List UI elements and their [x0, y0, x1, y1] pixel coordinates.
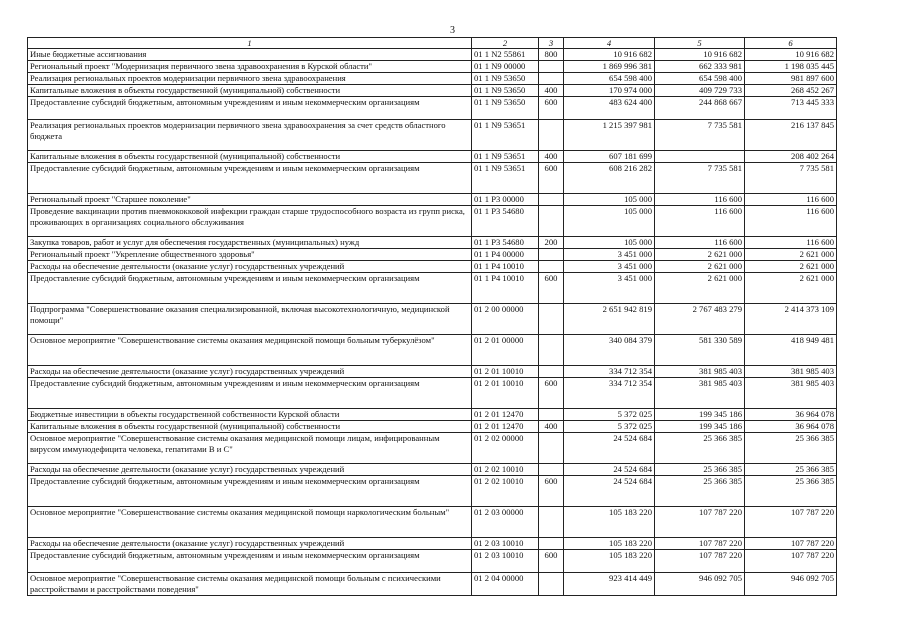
row-value-3-cell: 1 198 035 445 — [745, 61, 837, 73]
row-name-cell: Предоставление субсидий бюджетным, автономным учреждениям и иным некоммерческим организациям — [28, 378, 472, 409]
row-value-1-cell: 10 916 682 — [564, 49, 655, 61]
row-vr-cell — [539, 366, 564, 378]
row-value-3-cell: 2 414 373 109 — [745, 304, 837, 335]
row-code-cell: 01 2 02 10010 — [472, 476, 539, 507]
row-name-cell: Капитальные вложения в объекты государственной (муниципальной) собственности — [28, 151, 472, 163]
row-value-1-cell: 5 372 025 — [564, 409, 655, 421]
table-row — [28, 163, 837, 194]
column-header-1: 1 — [28, 38, 472, 49]
row-value-3-cell: 10 916 682 — [745, 49, 837, 61]
table-row — [28, 85, 837, 97]
row-value-3-cell: 116 600 — [745, 237, 837, 249]
table-row — [28, 378, 837, 409]
row-value-2-cell: 199 345 186 — [655, 409, 745, 421]
row-code-cell: 01 2 03 10010 — [472, 538, 539, 550]
row-name-cell: Основное мероприятие "Совершенствование системы оказания медицинской помощи лицам, инфицированным вирусом иммунодефицита человека, гепатитами В и С" — [28, 433, 472, 464]
row-value-3-cell: 381 985 403 — [745, 378, 837, 409]
row-vr-cell: 800 — [539, 49, 564, 61]
row-value-2-cell: 2 767 483 279 — [655, 304, 745, 335]
row-vr-cell — [539, 409, 564, 421]
row-code-cell: 01 1 P3 00000 — [472, 194, 539, 206]
row-value-1-cell: 3 451 000 — [564, 249, 655, 261]
row-name-cell: Закупка товаров, работ и услуг для обеспечения государственных (муниципальных) нужд — [28, 237, 472, 249]
row-value-3-cell: 25 366 385 — [745, 476, 837, 507]
row-value-1-cell: 2 651 942 819 — [564, 304, 655, 335]
row-value-1-cell: 24 524 684 — [564, 464, 655, 476]
row-value-1-cell: 483 624 400 — [564, 97, 655, 120]
row-code-cell: 01 1 P4 00000 — [472, 249, 539, 261]
table-row — [28, 120, 837, 151]
row-value-3-cell: 216 137 845 — [745, 120, 837, 151]
row-value-1-cell: 105 183 220 — [564, 550, 655, 573]
table-row — [28, 476, 837, 507]
row-value-2-cell — [655, 151, 745, 163]
row-code-cell: 01 1 P4 10010 — [472, 261, 539, 273]
row-code-cell: 01 1 N2 55861 — [472, 49, 539, 61]
table-row — [28, 237, 837, 249]
row-vr-cell: 600 — [539, 550, 564, 573]
row-code-cell: 01 2 03 10010 — [472, 550, 539, 573]
row-vr-cell — [539, 261, 564, 273]
row-name-cell: Реализация региональных проектов модернизации первичного звена здравоохранения за счет средств областного бюджета — [28, 120, 472, 151]
row-value-2-cell: 381 985 403 — [655, 366, 745, 378]
row-vr-cell — [539, 120, 564, 151]
row-value-2-cell: 107 787 220 — [655, 550, 745, 573]
row-value-2-cell: 381 985 403 — [655, 378, 745, 409]
row-value-2-cell: 2 621 000 — [655, 249, 745, 261]
row-value-1-cell: 334 712 354 — [564, 378, 655, 409]
row-value-2-cell: 662 333 981 — [655, 61, 745, 73]
row-value-3-cell: 25 366 385 — [745, 433, 837, 464]
table-row — [28, 538, 837, 550]
row-value-2-cell: 116 600 — [655, 237, 745, 249]
column-header-5: 5 — [655, 38, 745, 49]
row-name-cell: Предоставление субсидий бюджетным, автономным учреждениям и иным некоммерческим организациям — [28, 273, 472, 304]
row-value-2-cell: 25 366 385 — [655, 464, 745, 476]
row-name-cell: Основное мероприятие "Совершенствование системы оказания медицинской помощи наркологическим больным" — [28, 507, 472, 538]
row-vr-cell — [539, 507, 564, 538]
row-vr-cell — [539, 464, 564, 476]
table-row — [28, 73, 837, 85]
row-code-cell: 01 2 03 00000 — [472, 507, 539, 538]
row-value-3-cell: 107 787 220 — [745, 507, 837, 538]
table-row — [28, 409, 837, 421]
row-value-2-cell: 116 600 — [655, 206, 745, 237]
row-name-cell: Предоставление субсидий бюджетным, автономным учреждениям и иным некоммерческим организациям — [28, 163, 472, 194]
row-vr-cell — [539, 194, 564, 206]
row-value-3-cell: 36 964 078 — [745, 409, 837, 421]
row-value-1-cell: 105 183 220 — [564, 507, 655, 538]
row-vr-cell: 600 — [539, 273, 564, 304]
row-code-cell: 01 1 N9 53650 — [472, 73, 539, 85]
row-code-cell: 01 1 N9 53651 — [472, 163, 539, 194]
row-code-cell: 01 2 02 10010 — [472, 464, 539, 476]
row-code-cell: 01 1 N9 53650 — [472, 97, 539, 120]
row-value-1-cell: 170 974 000 — [564, 85, 655, 97]
row-vr-cell: 400 — [539, 421, 564, 433]
table-row — [28, 304, 837, 335]
table-row — [28, 249, 837, 261]
table-row — [28, 206, 837, 237]
row-value-3-cell: 107 787 220 — [745, 538, 837, 550]
row-vr-cell — [539, 249, 564, 261]
row-vr-cell: 200 — [539, 237, 564, 249]
row-value-1-cell: 105 000 — [564, 237, 655, 249]
table-row — [28, 573, 837, 596]
row-vr-cell — [539, 61, 564, 73]
row-code-cell: 01 2 01 10010 — [472, 378, 539, 409]
row-value-3-cell: 7 735 581 — [745, 163, 837, 194]
row-vr-cell — [539, 335, 564, 366]
row-value-2-cell: 107 787 220 — [655, 538, 745, 550]
row-value-3-cell: 946 092 705 — [745, 573, 837, 596]
row-value-1-cell: 24 524 684 — [564, 476, 655, 507]
row-value-3-cell: 208 402 264 — [745, 151, 837, 163]
row-value-1-cell: 340 084 379 — [564, 335, 655, 366]
row-value-3-cell: 381 985 403 — [745, 366, 837, 378]
row-value-3-cell: 268 452 267 — [745, 85, 837, 97]
row-name-cell: Основное мероприятие "Совершенствование системы оказания медицинской помощи больным с психическими расстройствами и расстройствами поведения" — [28, 573, 472, 596]
row-code-cell: 01 1 P4 10010 — [472, 273, 539, 304]
row-value-1-cell: 654 598 400 — [564, 73, 655, 85]
table-row — [28, 335, 837, 366]
row-name-cell: Региональный проект "Модернизация первичного звена здравоохранения в Курской области" — [28, 61, 472, 73]
row-value-3-cell: 116 600 — [745, 206, 837, 237]
row-value-3-cell: 713 445 333 — [745, 97, 837, 120]
row-value-2-cell: 244 868 667 — [655, 97, 745, 120]
row-value-1-cell: 105 000 — [564, 194, 655, 206]
row-code-cell: 01 1 N9 53651 — [472, 120, 539, 151]
row-code-cell: 01 1 N9 00000 — [472, 61, 539, 73]
row-code-cell: 01 2 01 10010 — [472, 366, 539, 378]
row-vr-cell — [539, 304, 564, 335]
row-value-1-cell: 607 181 699 — [564, 151, 655, 163]
row-value-2-cell: 107 787 220 — [655, 507, 745, 538]
row-vr-cell — [539, 73, 564, 85]
row-value-1-cell: 1 215 397 981 — [564, 120, 655, 151]
row-value-1-cell: 1 869 996 381 — [564, 61, 655, 73]
column-header-6: 6 — [745, 38, 837, 49]
row-code-cell: 01 2 04 00000 — [472, 573, 539, 596]
column-header-2: 2 — [472, 38, 539, 49]
row-name-cell: Расходы на обеспечение деятельности (оказание услуг) государственных учреждений — [28, 366, 472, 378]
table-row — [28, 194, 837, 206]
table-row — [28, 507, 837, 538]
row-vr-cell: 400 — [539, 151, 564, 163]
column-header-4: 4 — [564, 38, 655, 49]
row-value-3-cell: 116 600 — [745, 194, 837, 206]
row-code-cell: 01 2 01 00000 — [472, 335, 539, 366]
row-value-2-cell: 2 621 000 — [655, 261, 745, 273]
row-value-3-cell: 2 621 000 — [745, 261, 837, 273]
table-row — [28, 550, 837, 573]
row-name-cell: Реализация региональных проектов модернизации первичного звена здравоохранения — [28, 73, 472, 85]
table-row — [28, 97, 837, 120]
row-code-cell: 01 2 01 12470 — [472, 409, 539, 421]
row-value-1-cell: 608 216 282 — [564, 163, 655, 194]
row-name-cell: Предоставление субсидий бюджетным, автономным учреждениям и иным некоммерческим организациям — [28, 550, 472, 573]
row-value-3-cell: 418 949 481 — [745, 335, 837, 366]
row-name-cell: Бюджетные инвестиции в объекты государственной собственности Курской области — [28, 409, 472, 421]
row-value-2-cell: 199 345 186 — [655, 421, 745, 433]
table-row — [28, 61, 837, 73]
row-value-2-cell: 581 330 589 — [655, 335, 745, 366]
row-name-cell: Региональный проект "Укрепление общественного здоровья" — [28, 249, 472, 261]
row-name-cell: Проведение вакцинации против пневмококковой инфекции граждан старше трудоспособного возраста из групп риска, проживающих в организациях социального обслуживания — [28, 206, 472, 237]
row-name-cell: Капитальные вложения в объекты государственной (муниципальной) собственности — [28, 421, 472, 433]
row-vr-cell — [539, 433, 564, 464]
row-vr-cell — [539, 206, 564, 237]
row-value-2-cell: 946 092 705 — [655, 573, 745, 596]
row-value-3-cell: 36 964 078 — [745, 421, 837, 433]
budget-table — [27, 37, 837, 596]
row-code-cell: 01 1 N9 53651 — [472, 151, 539, 163]
page-number: 3 — [450, 25, 455, 36]
row-value-1-cell: 105 000 — [564, 206, 655, 237]
row-value-1-cell: 923 414 449 — [564, 573, 655, 596]
row-vr-cell: 600 — [539, 378, 564, 409]
row-value-3-cell: 2 621 000 — [745, 249, 837, 261]
row-code-cell: 01 2 00 00000 — [472, 304, 539, 335]
row-vr-cell: 600 — [539, 97, 564, 120]
row-name-cell: Иные бюджетные ассигнования — [28, 49, 472, 61]
row-vr-cell — [539, 538, 564, 550]
row-name-cell: Расходы на обеспечение деятельности (оказание услуг) государственных учреждений — [28, 538, 472, 550]
table-row — [28, 433, 837, 464]
row-value-3-cell: 25 366 385 — [745, 464, 837, 476]
row-name-cell: Расходы на обеспечение деятельности (оказание услуг) государственных учреждений — [28, 464, 472, 476]
table-row — [28, 49, 837, 61]
row-code-cell: 01 2 01 12470 — [472, 421, 539, 433]
row-value-1-cell: 24 524 684 — [564, 433, 655, 464]
row-vr-cell — [539, 573, 564, 596]
row-value-1-cell: 334 712 354 — [564, 366, 655, 378]
row-value-3-cell: 981 897 600 — [745, 73, 837, 85]
row-value-1-cell: 3 451 000 — [564, 261, 655, 273]
row-vr-cell: 600 — [539, 163, 564, 194]
table-row — [28, 366, 837, 378]
table-row — [28, 261, 837, 273]
row-vr-cell: 600 — [539, 476, 564, 507]
row-value-2-cell: 654 598 400 — [655, 73, 745, 85]
row-value-2-cell: 116 600 — [655, 194, 745, 206]
row-code-cell: 01 1 P3 54680 — [472, 206, 539, 237]
row-value-3-cell: 107 787 220 — [745, 550, 837, 573]
row-code-cell: 01 2 02 00000 — [472, 433, 539, 464]
row-value-2-cell: 7 735 581 — [655, 163, 745, 194]
table-header-row — [28, 38, 837, 49]
row-name-cell: Основное мероприятие "Совершенствование системы оказания медицинской помощи больным туберкулёзом" — [28, 335, 472, 366]
row-value-1-cell: 3 451 000 — [564, 273, 655, 304]
row-name-cell: Подпрограмма "Совершенствование оказания специализированной, включая высокотехнологичную, медицинской помощи" — [28, 304, 472, 335]
row-value-2-cell: 25 366 385 — [655, 476, 745, 507]
row-vr-cell: 400 — [539, 85, 564, 97]
row-name-cell: Региональный проект "Старшее поколение" — [28, 194, 472, 206]
table-row — [28, 151, 837, 163]
row-name-cell: Капитальные вложения в объекты государственной (муниципальной) собственности — [28, 85, 472, 97]
table-row — [28, 273, 837, 304]
table-row — [28, 421, 837, 433]
row-value-1-cell: 105 183 220 — [564, 538, 655, 550]
row-value-2-cell: 2 621 000 — [655, 273, 745, 304]
table-row — [28, 464, 837, 476]
row-name-cell: Предоставление субсидий бюджетным, автономным учреждениям и иным некоммерческим организациям — [28, 97, 472, 120]
row-value-2-cell: 409 729 733 — [655, 85, 745, 97]
row-name-cell: Расходы на обеспечение деятельности (оказание услуг) государственных учреждений — [28, 261, 472, 273]
row-code-cell: 01 1 P3 54680 — [472, 237, 539, 249]
row-value-2-cell: 25 366 385 — [655, 433, 745, 464]
column-header-3: 3 — [539, 38, 564, 49]
row-value-1-cell: 5 372 025 — [564, 421, 655, 433]
row-value-2-cell: 7 735 581 — [655, 120, 745, 151]
row-code-cell: 01 1 N9 53650 — [472, 85, 539, 97]
row-value-2-cell: 10 916 682 — [655, 49, 745, 61]
row-value-3-cell: 2 621 000 — [745, 273, 837, 304]
row-name-cell: Предоставление субсидий бюджетным, автономным учреждениям и иным некоммерческим организациям — [28, 476, 472, 507]
